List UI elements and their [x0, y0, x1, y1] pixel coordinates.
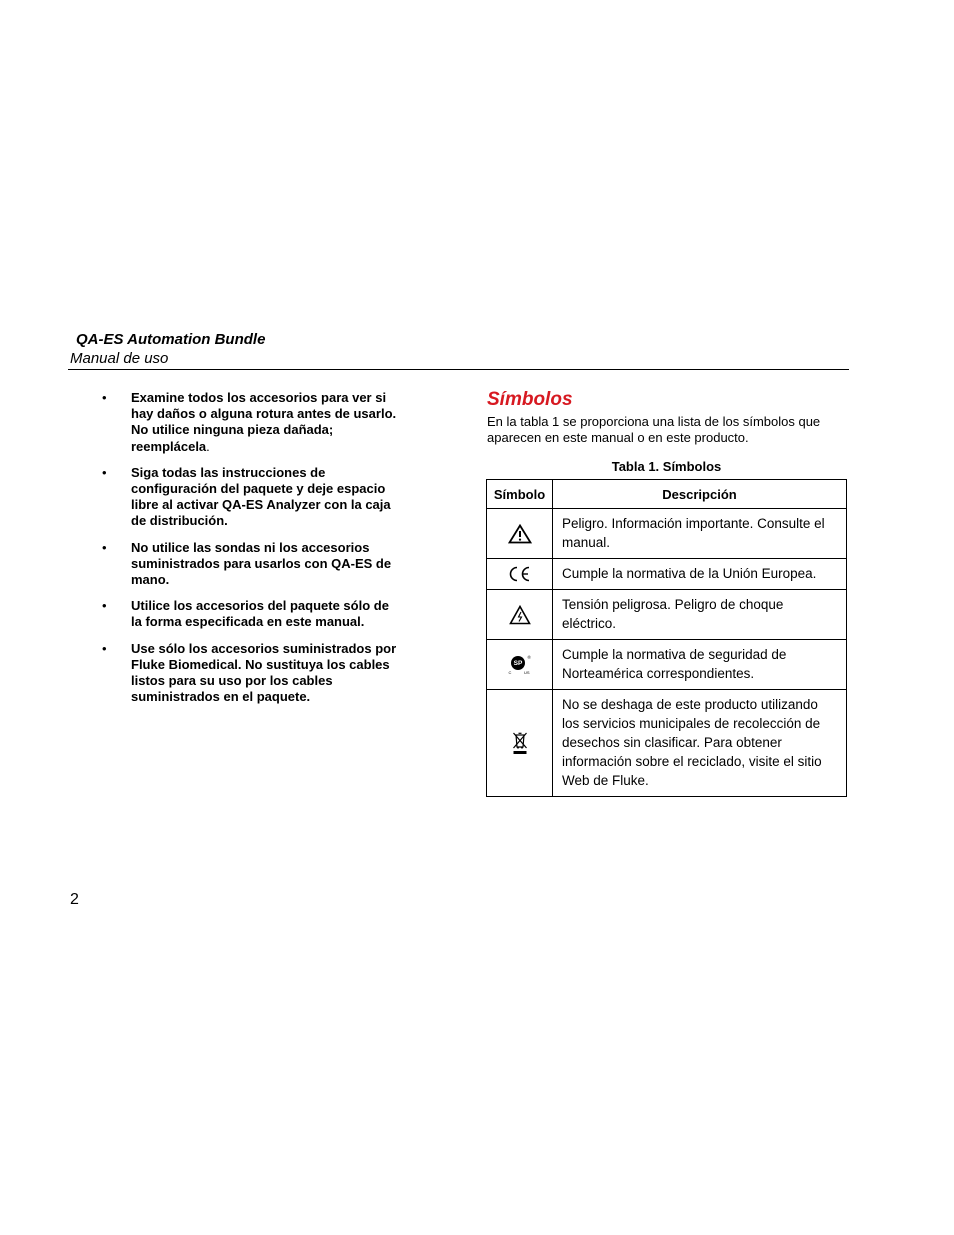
column-header-description: Descripción: [553, 480, 847, 509]
warning-triangle-icon: [508, 524, 532, 544]
page-number: 2: [70, 891, 79, 908]
svg-text:SP: SP: [513, 659, 522, 667]
bullet-marker: •: [102, 598, 107, 614]
bullet-item: [100, 641, 400, 706]
safety-bullet-list: [100, 390, 400, 715]
svg-text:®: ®: [527, 654, 531, 660]
ce-mark-icon: [507, 565, 533, 583]
description-cell: Tensión peligrosa. Peligro de choque eléctrico.: [553, 590, 847, 640]
description-cell: No se deshaga de este producto utilizando los servicios municipales de recolección de desechos sin clasificar. Para obtener información sobre el reciclado, visite el sitio Web de Fluke.: [553, 690, 847, 797]
table-row: [487, 590, 847, 640]
symbol-cell: [487, 509, 553, 559]
bullet-text: Examine todos los accesorios para ver si hay daños o alguna rotura antes de usarlo. No utilice ninguna pieza dañada; reemplácela: [131, 390, 397, 454]
symbols-table: [486, 479, 847, 797]
section-title: Símbolos: [487, 389, 573, 410]
running-header-subtitle: Manual de uso: [70, 350, 169, 367]
bullet-item: [100, 540, 400, 589]
bullet-text: No utilice las sondas ni los accesorios suministrados para usarlos con QA-ES de mano.: [131, 539, 392, 588]
header-divider: [68, 369, 849, 370]
description-cell: Cumple la normativa de la Unión Europea.: [553, 559, 847, 590]
bullet-marker: •: [102, 464, 107, 480]
section-intro: En la tabla 1 se proporciona una lista de los símbolos que aparecen en este manual o en este producto.: [487, 414, 821, 445]
description-cell: Peligro. Información importante. Consulte el manual.: [553, 509, 847, 559]
symbol-cell: [487, 590, 553, 640]
symbol-cell: [487, 690, 553, 797]
svg-text:C: C: [508, 669, 511, 675]
bullet-marker: •: [102, 539, 107, 555]
table-header-row: [487, 480, 847, 509]
weee-crossed-bin-icon: [511, 731, 529, 755]
table-caption: Tabla 1. Símbolos: [611, 459, 722, 474]
bullet-text: Siga todas las instrucciones de configuración del paquete y deje espacio libre al activar QA-ES Analyzer con la caja de distribución.: [131, 464, 391, 529]
symbol-cell: [487, 559, 553, 590]
bullet-tail: .: [206, 438, 210, 454]
description-cell: Cumple la normativa de seguridad de Norteamérica correspondientes.: [553, 640, 847, 690]
table-row: [487, 559, 847, 590]
bullet-item: [100, 465, 400, 530]
running-header-title: QA-ES Automation Bundle: [76, 331, 266, 348]
electric-shock-triangle-icon: [509, 605, 531, 625]
table-row: [487, 509, 847, 559]
symbol-cell: [487, 640, 553, 690]
table-row: [487, 690, 847, 797]
bullet-item: [100, 390, 400, 455]
column-header-symbol: Símbolo: [487, 480, 553, 509]
csa-c-us-mark-icon: [506, 654, 534, 676]
bullet-item: [100, 598, 400, 630]
svg-text:US: US: [523, 669, 530, 675]
bullet-text: Use sólo los accesorios suministrados por Fluke Biomedical. No sustituya los cables listos para su uso por los cables suministrados en el paquete.: [131, 640, 397, 705]
bullet-marker: •: [102, 390, 107, 405]
bullet-marker: •: [102, 640, 107, 656]
table-row: [487, 640, 847, 690]
bullet-text: Utilice los accesorios del paquete sólo de la forma especificada en este manual.: [131, 598, 389, 630]
